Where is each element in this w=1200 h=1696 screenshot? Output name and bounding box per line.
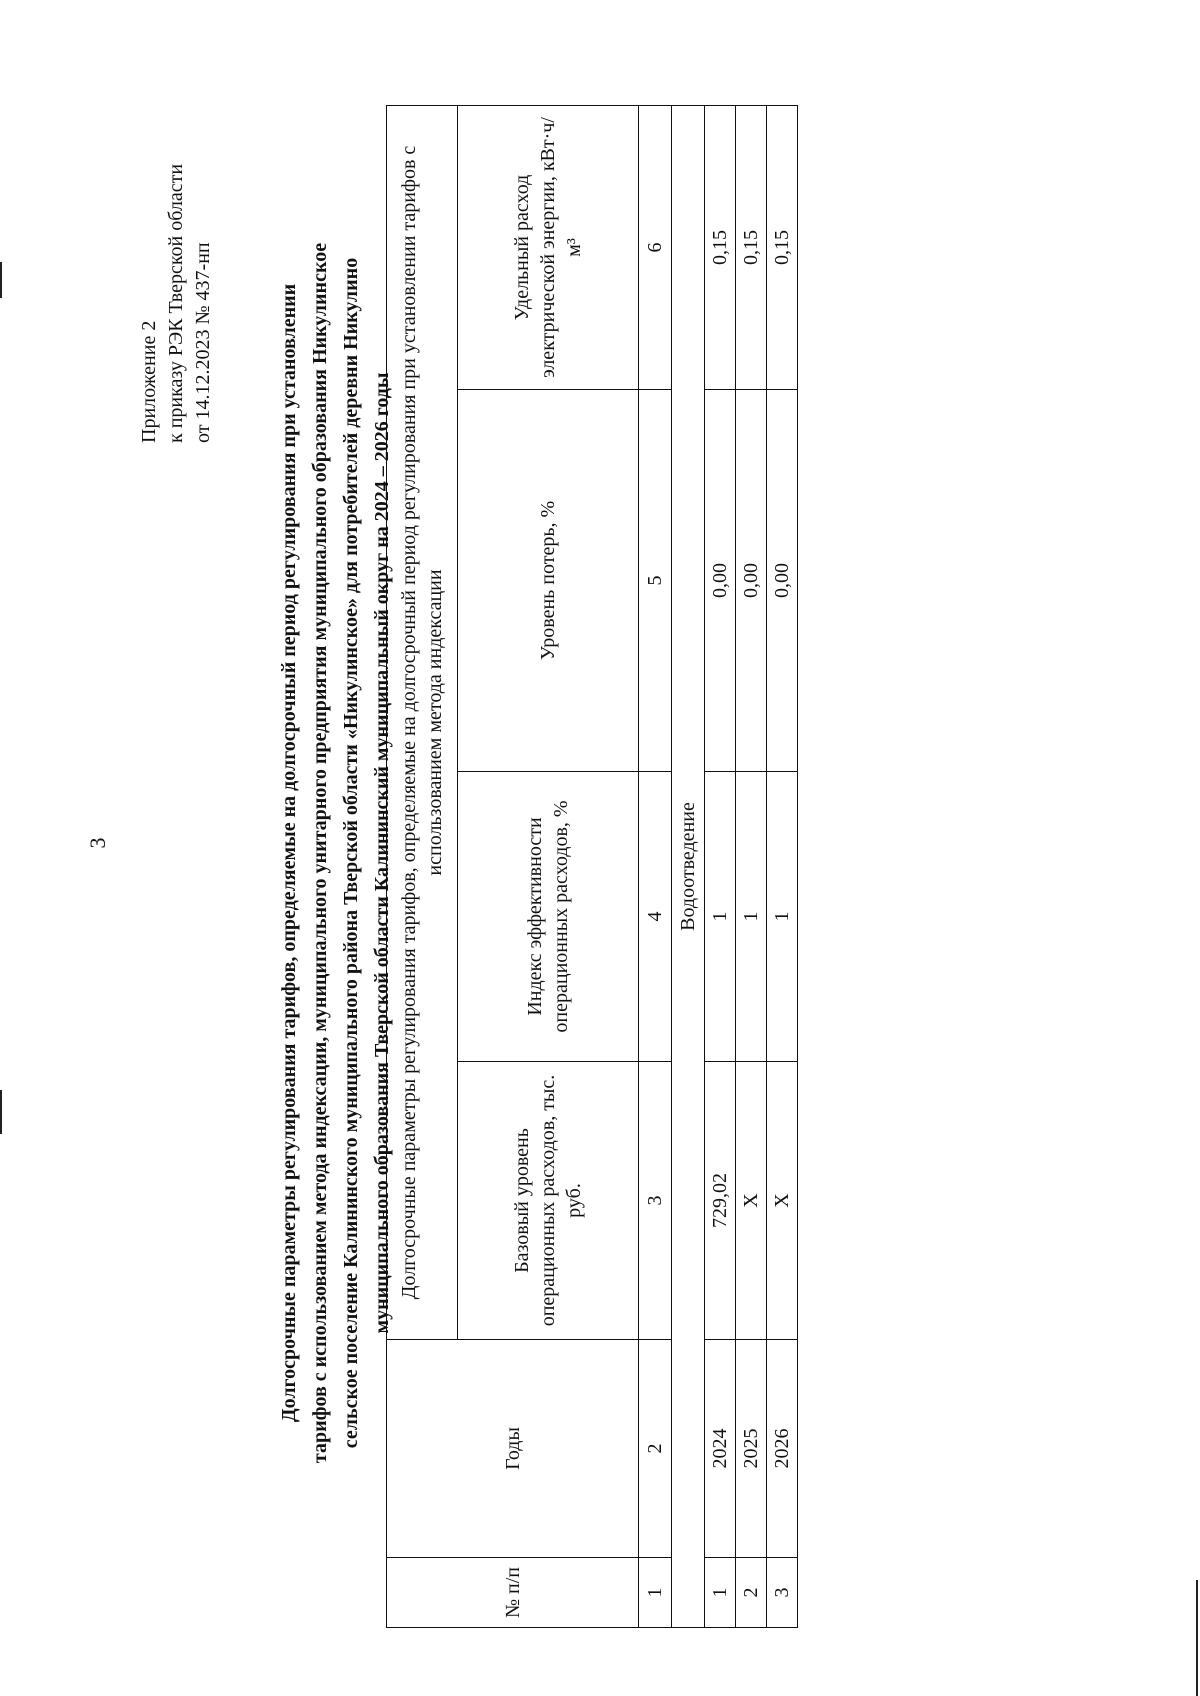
column-number: 3 (639, 1062, 672, 1340)
header-years: Годы (387, 1340, 639, 1558)
cell-efficiency-index: 1 (705, 772, 736, 1062)
column-number: 6 (639, 105, 672, 389)
rotated-document-content (106, 0, 1116, 1628)
table-row (705, 105, 736, 1627)
table-header-row (387, 105, 458, 1627)
cell-base-level: X (767, 1062, 798, 1340)
cell-year: 2026 (767, 1340, 798, 1558)
cell-base-level: 729,02 (705, 1062, 736, 1340)
column-number: 2 (639, 1340, 672, 1558)
table-row (736, 105, 767, 1627)
appendix-line: к приказу РЭК Тверской области (165, 163, 187, 443)
header-base-level: Базовый уровень операционных расходов, тыс. руб. (458, 1062, 639, 1340)
scan-edge-line-top (0, 262, 2, 298)
column-number: 5 (639, 390, 672, 772)
appendix-line: Приложение 2 (138, 320, 160, 443)
appendix-note (136, 3, 217, 443)
header-losses: Уровень потерь, % (458, 390, 639, 772)
cell-losses: 0,00 (705, 390, 736, 772)
document-title (274, 98, 398, 1608)
header-efficiency-index: Индекс эффективности операционных расходов, % (458, 772, 639, 1062)
cell-year: 2024 (705, 1340, 736, 1558)
cell-efficiency-index: 1 (736, 772, 767, 1062)
cell-num: 2 (736, 1558, 767, 1628)
page-number: 3 (85, 837, 110, 849)
table-row (767, 105, 798, 1627)
title-line: муниципального образования Тверской области Калининский муниципальный округ на 2024 – 2026 годы (371, 372, 393, 1334)
cell-efficiency-index: 1 (767, 772, 798, 1062)
cell-num: 1 (705, 1558, 736, 1628)
cell-num: 3 (767, 1558, 798, 1628)
section-row (672, 105, 705, 1627)
header-group: Долгосрочные параметры регулирования тарифов, определяемые на долгосрочный период регулирования при установлении тарифов с использованием метода индексации (387, 105, 458, 1339)
header-energy-consumption: Удельный расход электрической энергии, кВт·ч/м³ (458, 105, 639, 389)
header-num: № п/п (387, 1558, 639, 1628)
scan-edge-line-bottom (1196, 1580, 1198, 1696)
cell-losses: 0,00 (767, 390, 798, 772)
section-title: Водоотведение (672, 105, 705, 1627)
appendix-line: от 14.12.2023 № 437-нп (192, 242, 214, 443)
cell-losses: 0,00 (736, 390, 767, 772)
column-numbering-row (639, 105, 672, 1627)
cell-base-level: X (736, 1062, 767, 1340)
title-line: Долгосрочные параметры регулирования тарифов, определяемые на долгосрочный период регулирования при установлении (278, 283, 300, 1423)
cell-year: 2025 (736, 1340, 767, 1558)
title-line: тарифов с использованием метода индексации, муниципального унитарного предприятия муниципального образования Никулинское (309, 242, 331, 1464)
cell-energy-consumption: 0,15 (705, 105, 736, 389)
cell-energy-consumption: 0,15 (767, 105, 798, 389)
parameters-table (386, 105, 798, 1628)
cell-energy-consumption: 0,15 (736, 105, 767, 389)
column-number: 4 (639, 772, 672, 1062)
scan-edge-line-left (0, 1090, 2, 1134)
column-number: 1 (639, 1558, 672, 1628)
title-line: сельское поселение Калининского муниципального района Тверской области «Никулинское» для потребителей деревни Никулино (340, 257, 362, 1449)
